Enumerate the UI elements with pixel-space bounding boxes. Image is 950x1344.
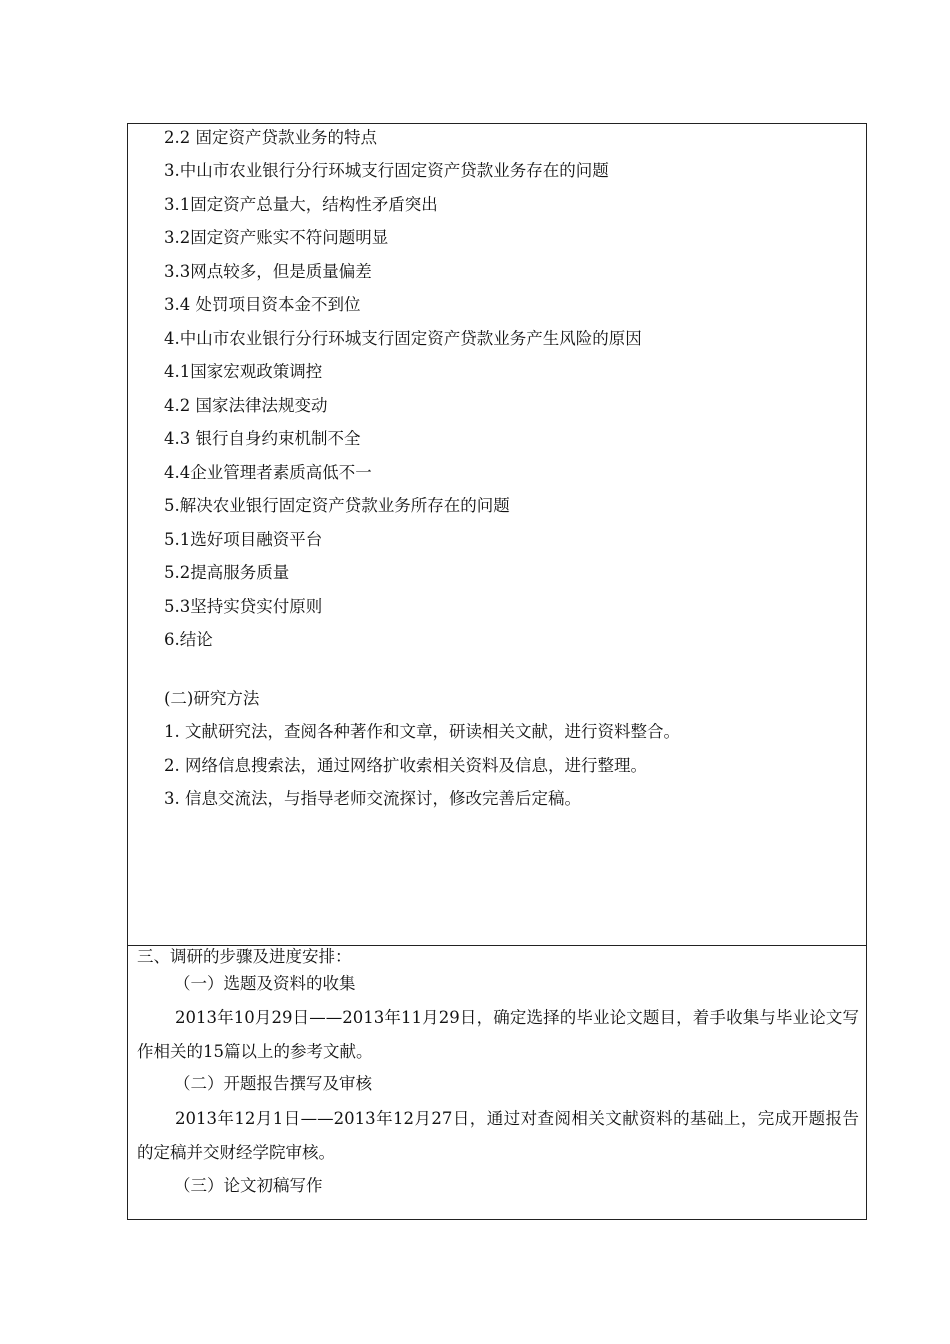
outline-item: 5.解决农业银行固定资产贷款业务所存在的问题 (164, 496, 510, 515)
outline-item: 4.3 银行自身约束机制不全 (164, 429, 361, 448)
outline-item: 3.2固定资产账实不符问题明显 (164, 228, 389, 247)
outline-item: 4.1国家宏观政策调控 (164, 362, 323, 381)
sub-heading: （三）论文初稿写作 (174, 1176, 323, 1195)
outline-item: 5.2提高服务质量 (164, 563, 290, 582)
outline-item: 6.结论 (164, 630, 213, 649)
outline-item: 4.4企业管理者素质高低不一 (164, 463, 372, 482)
outline-item: 4.2 国家法律法规变动 (164, 396, 328, 415)
outline-item: 4.中山市农业银行分行环城支行固定资产贷款业务产生风险的原因 (164, 329, 642, 348)
paragraph: 2013年10月29日——2013年11月29日，确定选择的毕业论文题目，着手收集与毕业论文写作相关的15篇以上的参考文献。 (137, 1008, 859, 1061)
method-item: 2. 网络信息搜索法，通过网络扩收索相关资料及信息，进行整理。 (164, 756, 647, 775)
content-outline-cell (128, 124, 866, 946)
outline-item: 3.3网点较多，但是质量偏差 (164, 262, 372, 281)
methods-heading: (二)研究方法 (164, 689, 260, 708)
paragraph: 2013年12月1日——2013年12月27日，通过对查阅相关文献资料的基础上，完成开题报告的定稿并交财经学院审核。 (137, 1109, 859, 1162)
method-item: 3. 信息交流法，与指导老师交流探讨，修改完善后定稿。 (164, 789, 581, 808)
outline-item: 5.3坚持实贷实付原则 (164, 597, 323, 616)
outline-item: 2.2 固定资产贷款业务的特点 (164, 128, 377, 147)
report-table (127, 123, 867, 1220)
method-item: 1. 文献研究法，查阅各种著作和文章，研读相关文献，进行资料整合。 (164, 722, 680, 741)
outline-item: 3.1固定资产总量大，结构性矛盾突出 (164, 195, 438, 214)
sub-heading: （一）选题及资料的收集 (174, 974, 356, 993)
outline-item: 3.4 处罚项目资本金不到位 (164, 295, 361, 314)
schedule-cell (128, 946, 866, 1219)
sub-heading: （二）开题报告撰写及审核 (174, 1074, 372, 1093)
outline-item: 5.1选好项目融资平台 (164, 530, 323, 549)
section-heading: 三、调研的步骤及进度安排： (137, 947, 352, 966)
outline-item: 3.中山市农业银行分行环城支行固定资产贷款业务存在的问题 (164, 161, 609, 180)
